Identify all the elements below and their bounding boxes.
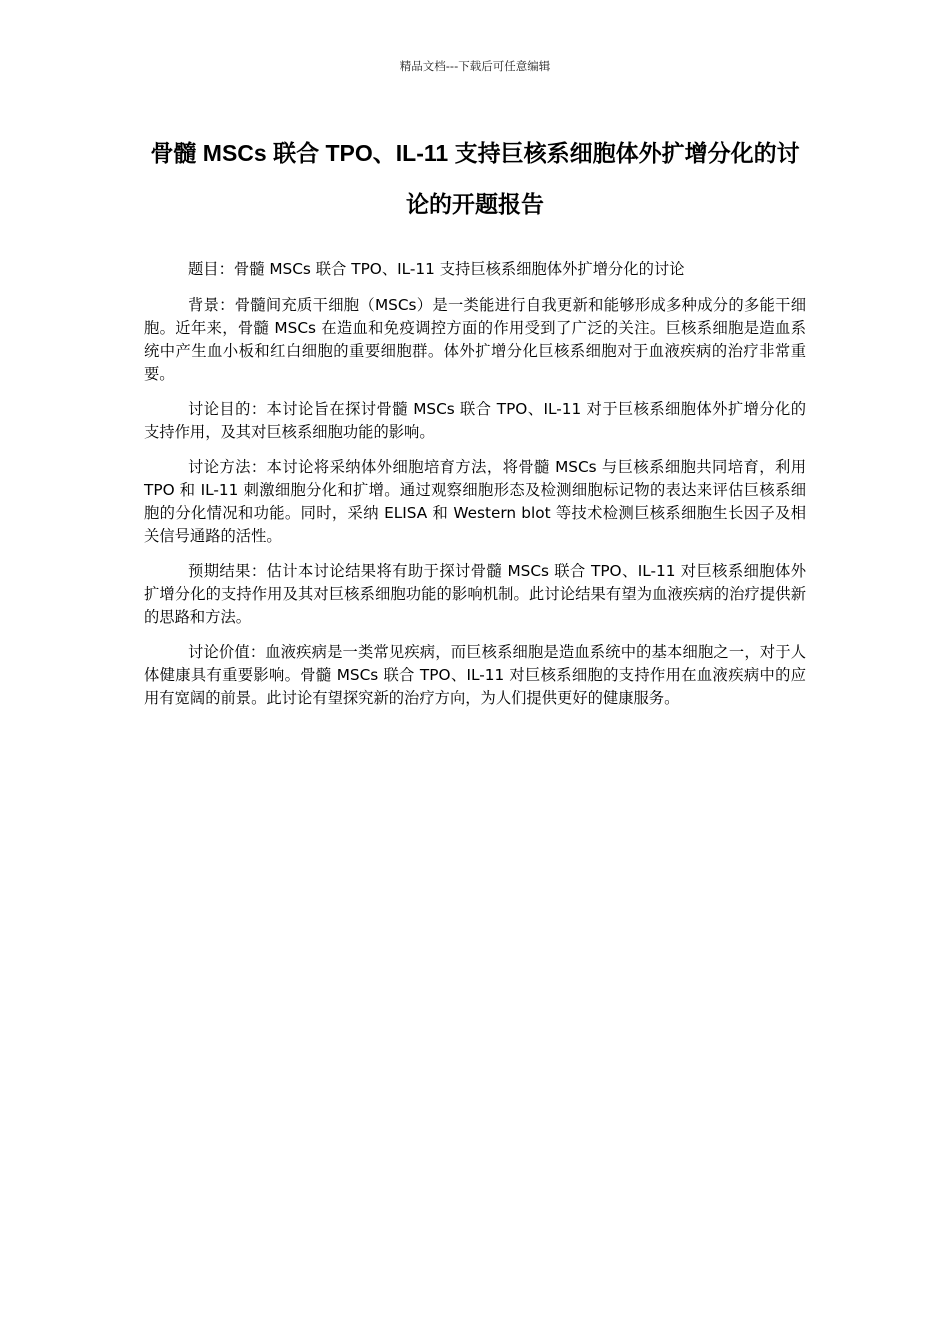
document-title: 骨髓 MSCs 联合 TPO、IL-11 支持巨核系细胞体外扩增分化的讨论的开题报告: [150, 140, 800, 217]
paragraph-purpose: 讨论目的：本讨论旨在探讨骨髓 MSCs 联合 TPO、IL-11 对于巨核系细胞体外扩增分化的支持作用，及其对巨核系细胞功能的影响。: [144, 400, 806, 441]
paragraph-expected-results: 预期结果：估计本讨论结果将有助于探讨骨髓 MSCs 联合 TPO、IL-11 对巨核系细胞体外扩增分化的支持作用及其对巨核系细胞功能的影响机制。此讨论结果有望为血液疾病的治疗提供新的思路和方法。: [144, 562, 806, 626]
header-note: 精品文档---下载后可任意编辑: [399, 59, 551, 73]
paragraph-background: 背景：骨髓间充质干细胞（MSCs）是一类能进行自我更新和能够形成多种成分的多能干细胞。近年来，骨髓 MSCs 在造血和免疫调控方面的作用受到了广泛的关注。巨核系细胞是造血系统中产生血小板和红白细胞的重要细胞群。体外扩增分化巨核系细胞对于血液疾病的治疗非常重要。: [144, 296, 806, 383]
paragraph-method: 讨论方法：本讨论将采纳体外细胞培育方法，将骨髓 MSCs 与巨核系细胞共同培育，利用 TPO 和 IL-11 刺激细胞分化和扩增。通过观察细胞形态及检测细胞标记物的表达来评估巨核系细胞的分化情况和功能。同时，采纳 ELISA 和 Western blot 等技术检测巨核系细胞生长因子及相关信号通路的活性。: [144, 458, 806, 545]
paragraph-value: 讨论价值：血液疾病是一类常见疾病，而巨核系细胞是造血系统中的基本细胞之一，对于人体健康具有重要影响。骨髓 MSCs 联合 TPO、IL-11 对巨核系细胞的支持作用在血液疾病中的应用有宽阔的前景。此讨论有望探究新的治疗方向，为人们提供更好的健康服务。: [144, 643, 806, 707]
document-body: [144, 258, 806, 722]
paragraph-subject: 题目：骨髓 MSCs 联合 TPO、IL-11 支持巨核系细胞体外扩增分化的讨论: [188, 260, 685, 278]
